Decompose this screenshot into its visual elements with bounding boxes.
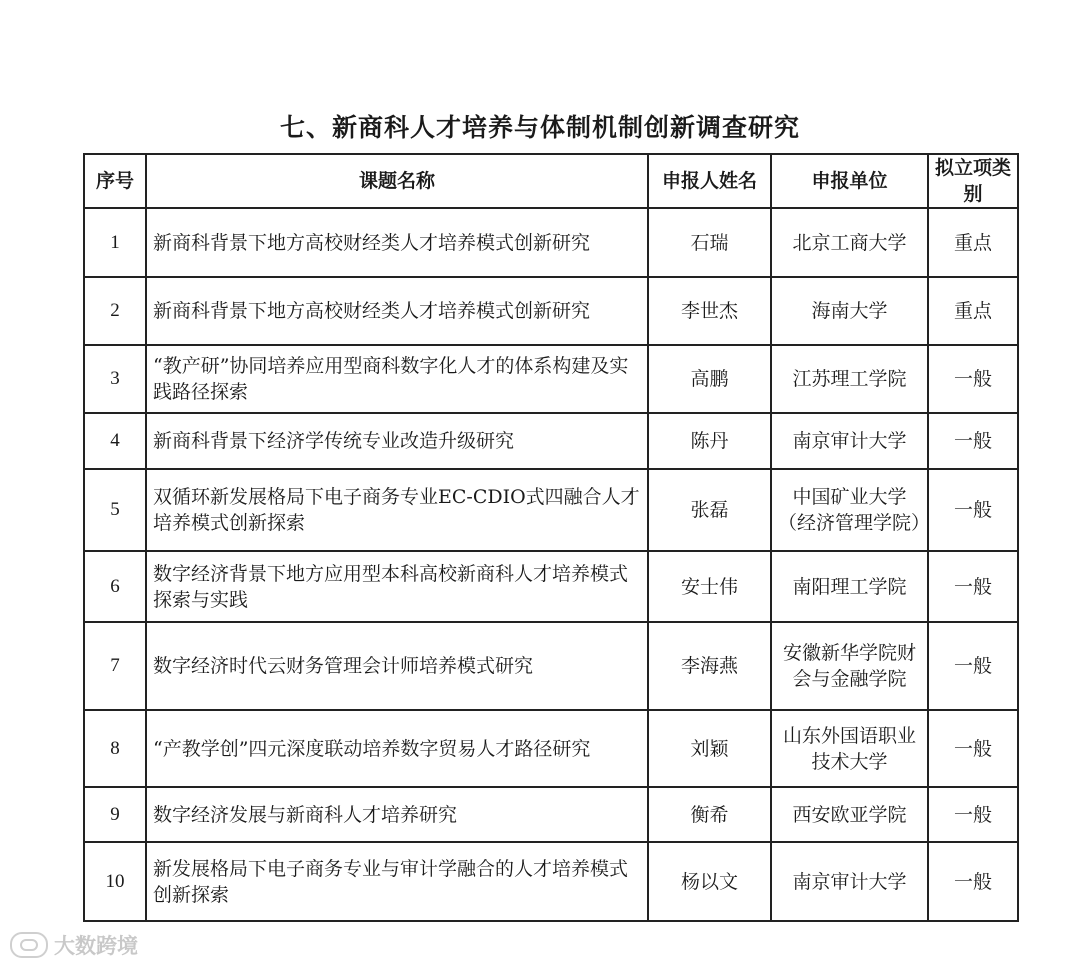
row-unit: 山东外国语职业技术大学	[771, 710, 928, 787]
table-row	[84, 787, 1018, 842]
row-applicant: 张磊	[648, 469, 771, 551]
header-index: 序号	[84, 154, 146, 208]
row-topic: 双循环新发展格局下电子商务专业EC-CDIO式四融合人才培养模式创新探索	[146, 469, 648, 551]
row-topic: 新发展格局下电子商务专业与审计学融合的人才培养模式创新探索	[146, 842, 648, 921]
row-category: 重点	[928, 277, 1018, 345]
row-unit: 安徽新华学院财会与金融学院	[771, 622, 928, 710]
row-index: 7	[84, 622, 146, 710]
table-row	[84, 622, 1018, 710]
watermark	[10, 930, 138, 960]
header-category: 拟立项类别	[928, 154, 1018, 208]
row-unit: 海南大学	[771, 277, 928, 345]
row-topic: 新商科背景下地方高校财经类人才培养模式创新研究	[146, 277, 648, 345]
row-topic: 数字经济背景下地方应用型本科高校新商科人才培养模式探索与实践	[146, 551, 648, 622]
row-index: 1	[84, 208, 146, 277]
row-index: 4	[84, 413, 146, 469]
table-row	[84, 551, 1018, 622]
row-topic: “教产研”协同培养应用型商科数字化人才的体系构建及实践路径探索	[146, 345, 648, 413]
row-index: 9	[84, 787, 146, 842]
row-applicant: 刘颖	[648, 710, 771, 787]
row-applicant: 李海燕	[648, 622, 771, 710]
row-topic: 新商科背景下经济学传统专业改造升级研究	[146, 413, 648, 469]
table-row	[84, 277, 1018, 345]
table-row	[84, 469, 1018, 551]
row-category: 重点	[928, 208, 1018, 277]
watermark-logo-icon	[10, 932, 48, 958]
row-category: 一般	[928, 551, 1018, 622]
row-applicant: 杨以文	[648, 842, 771, 921]
row-index: 8	[84, 710, 146, 787]
row-applicant: 石瑞	[648, 208, 771, 277]
header-topic: 课题名称	[146, 154, 648, 208]
row-unit: 江苏理工学院	[771, 345, 928, 413]
row-unit: 中国矿业大学（经济管理学院）	[771, 469, 928, 551]
row-index: 3	[84, 345, 146, 413]
watermark-text: 大数跨境	[54, 934, 138, 958]
row-applicant: 高鹏	[648, 345, 771, 413]
row-category: 一般	[928, 710, 1018, 787]
row-topic: “产教学创”四元深度联动培养数字贸易人才路径研究	[146, 710, 648, 787]
row-category: 一般	[928, 469, 1018, 551]
row-topic: 新商科背景下地方高校财经类人才培养模式创新研究	[146, 208, 648, 277]
row-category: 一般	[928, 787, 1018, 842]
table-row	[84, 710, 1018, 787]
row-unit: 北京工商大学	[771, 208, 928, 277]
row-category: 一般	[928, 345, 1018, 413]
row-unit: 南阳理工学院	[771, 551, 928, 622]
row-index: 6	[84, 551, 146, 622]
table-row	[84, 842, 1018, 921]
row-topic: 数字经济发展与新商科人才培养研究	[146, 787, 648, 842]
row-category: 一般	[928, 413, 1018, 469]
row-applicant: 安士伟	[648, 551, 771, 622]
project-table	[83, 153, 1019, 922]
row-index: 2	[84, 277, 146, 345]
page-title: 七、新商科人才培养与体制机制创新调查研究	[279, 113, 800, 142]
row-category: 一般	[928, 842, 1018, 921]
table-body	[84, 208, 1018, 921]
row-index: 5	[84, 469, 146, 551]
row-applicant: 李世杰	[648, 277, 771, 345]
header-applicant: 申报人姓名	[648, 154, 771, 208]
table-row	[84, 345, 1018, 413]
row-unit: 南京审计大学	[771, 413, 928, 469]
row-applicant: 陈丹	[648, 413, 771, 469]
table-row	[84, 413, 1018, 469]
table-row	[84, 208, 1018, 277]
row-index: 10	[84, 842, 146, 921]
row-category: 一般	[928, 622, 1018, 710]
row-unit: 南京审计大学	[771, 842, 928, 921]
header-unit: 申报单位	[771, 154, 928, 208]
row-applicant: 衡希	[648, 787, 771, 842]
row-topic: 数字经济时代云财务管理会计师培养模式研究	[146, 622, 648, 710]
table-header-row	[84, 154, 1018, 208]
row-unit: 西安欧亚学院	[771, 787, 928, 842]
